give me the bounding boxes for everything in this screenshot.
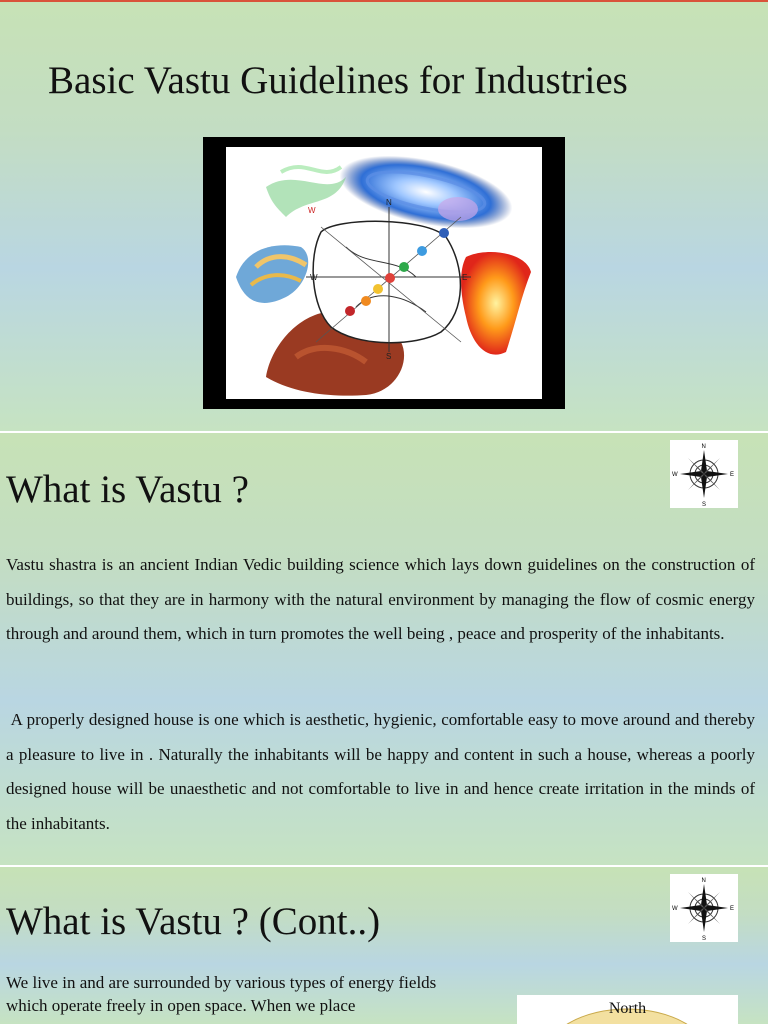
svg-text:N: N [701,878,706,884]
slide-title [0,2,768,431]
vastu-purusha-illustration-icon [226,147,542,399]
svg-text:E: E [730,472,735,478]
svg-text:N: N [386,198,392,207]
intro-paragraph: Vastu shastra is an ancient Indian Vedic building science which lays down guidelines on the construction of buildings, so that they are in harmony with the natural environment by managing the flow of cosmic energy through and around them, which in turn promotes the well being , peace and prosperity of the inhabitants. [6,555,755,643]
slide-what-is-vastu [0,433,768,865]
compass-rose-icon [670,440,738,508]
svg-text:S: S [386,352,392,361]
slide-what-is-vastu-cont [0,867,768,1024]
svg-text:N: N [701,444,706,450]
vastu-illustration-svg [226,147,542,399]
compass-rose-icon [670,874,738,942]
svg-text:W: W [672,472,678,478]
section-heading: What is Vastu ? [6,468,249,511]
north-label: North [608,1000,647,1017]
hero-image-frame [203,137,565,409]
svg-text:S: S [702,936,707,942]
svg-text:S: S [702,502,707,508]
svg-text:W: W [308,206,316,215]
svg-text:E: E [730,906,735,912]
page-title: Basic Vastu Guidelines for Industries [48,59,628,102]
svg-text:W: W [672,906,678,912]
section-heading: What is Vastu ? (Cont..) [6,900,381,943]
svg-text:E: E [462,273,468,282]
svg-text:W: W [310,273,318,282]
design-paragraph: A properly designed house is one which is aesthetic, hygienic, comfortable easy to move around and thereby a pleasure to live in . Naturally the inhabitants will be happy and content in such a house, whereas a poorly designed house will be unaesthetic and not comfortable to live in and hence create irritation in the minds of the inhabitants. [6,710,760,833]
energy-paragraph: We live in and are surrounded by various types of energy fields which operate freely in open space. When we place [6,973,437,1015]
direction-diagram [517,995,738,1024]
